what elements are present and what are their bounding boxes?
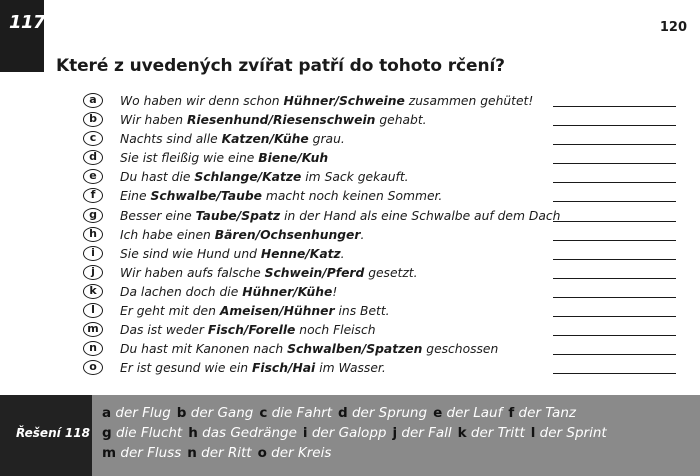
- item-sentence: [120, 188, 442, 204]
- answer-line[interactable]: [553, 240, 676, 241]
- answer-line[interactable]: [553, 182, 676, 183]
- solution-word: der Sprint: [535, 425, 607, 441]
- solution-word: der Sprung: [347, 405, 428, 421]
- item-letter: d: [83, 150, 103, 165]
- sentence-text: grau.: [308, 132, 345, 147]
- item-sentence: [120, 322, 376, 338]
- sentence-text: Er ist gesund wie ein: [120, 361, 252, 376]
- item-letter: o: [83, 360, 103, 375]
- sentence-text: gehabt.: [375, 113, 427, 128]
- item-letter: l: [83, 303, 103, 318]
- list-item: [83, 283, 683, 302]
- item-letter: j: [83, 265, 103, 280]
- solution-letter: o: [257, 445, 267, 461]
- solution-letter: n: [187, 445, 197, 461]
- animal-options: Hühner/Schweine: [283, 94, 405, 108]
- item-letter: c: [83, 131, 103, 146]
- animal-options: Schlange/Katze: [194, 170, 302, 185]
- answer-line[interactable]: [553, 125, 676, 126]
- animal-options: Fisch/Forelle: [207, 323, 296, 338]
- solution-line: [102, 405, 613, 425]
- solution-word: der Galopp: [307, 425, 387, 441]
- solution-letter: f: [508, 405, 515, 421]
- item-letter: e: [83, 169, 103, 184]
- sentence-text: im Wasser.: [315, 361, 386, 376]
- list-item: [83, 111, 683, 130]
- sentence-text: Wir haben aufs falsche: [120, 265, 265, 280]
- animal-options: Fisch/Hai: [252, 361, 316, 376]
- page-number: 117: [9, 12, 46, 33]
- exercise-list: [83, 92, 683, 378]
- solution-word: der Gang: [186, 405, 254, 421]
- list-item: [83, 245, 683, 264]
- solution-word: der Lauf: [442, 405, 503, 421]
- solution-letter: a: [102, 405, 112, 421]
- animal-options: Taube/Spatz: [195, 208, 281, 223]
- item-letter: n: [83, 341, 103, 356]
- list-item: [83, 92, 683, 111]
- animal-options: Henne/Katz: [260, 246, 341, 261]
- item-sentence: [120, 93, 533, 109]
- animal-options: Schwalbe/Taube: [150, 189, 262, 204]
- sentence-text: im Sack gekauft.: [301, 170, 409, 185]
- sentence-text: in der Hand als eine Schwalbe auf dem Dach: [280, 208, 561, 223]
- solution-word: der Ritt: [196, 445, 252, 461]
- sentence-text: .: [360, 227, 365, 242]
- item-sentence: [120, 150, 328, 166]
- solution-letter: c: [259, 405, 268, 421]
- animal-options: Riesenhund/Riesenschwein: [186, 113, 376, 128]
- solution-word: der Fall: [397, 425, 452, 441]
- sentence-text: macht noch keinen Sommer.: [262, 189, 443, 204]
- item-sentence: [120, 169, 409, 185]
- sentence-text: Sie ist fleißig wie eine: [120, 151, 259, 166]
- solution-letter: j: [392, 425, 398, 441]
- sentence-text: Das ist weder: [120, 323, 208, 338]
- answer-line[interactable]: [553, 201, 676, 202]
- solution-letter: g: [102, 425, 112, 441]
- animal-options: Schwalben/Spatzen: [287, 342, 423, 357]
- list-item: [83, 359, 683, 378]
- answer-line[interactable]: [553, 354, 676, 355]
- item-sentence: [120, 227, 364, 243]
- page-title: Které z uvedených zvířat patří do tohoto rčení?: [56, 56, 505, 76]
- sentence-text: Ich habe einen: [120, 227, 215, 242]
- puzzle-number: 120: [659, 20, 687, 35]
- solution-letter: i: [302, 425, 308, 441]
- solution-label-box: [0, 395, 92, 476]
- sentence-text: zusammen gehütet!: [404, 94, 534, 108]
- answer-line[interactable]: [553, 373, 676, 374]
- item-sentence: [120, 284, 337, 300]
- answer-line[interactable]: [553, 259, 676, 260]
- item-sentence: [120, 341, 498, 357]
- animal-options: Katzen/Kühe: [221, 132, 309, 147]
- list-item: [83, 130, 683, 149]
- item-letter: a: [83, 93, 103, 108]
- solution-lines: [102, 405, 613, 465]
- item-sentence: [120, 246, 345, 262]
- sentence-text: Wir haben: [120, 113, 187, 128]
- list-item: [83, 340, 683, 359]
- list-item: [83, 302, 683, 321]
- solution-letter: b: [176, 405, 187, 421]
- item-letter: g: [83, 208, 103, 223]
- sentence-text: geschossen: [422, 342, 499, 357]
- solution-letter: d: [338, 405, 348, 421]
- solution-word: der Tritt: [466, 425, 525, 441]
- solution-letter: m: [102, 445, 117, 461]
- list-item: [83, 226, 683, 245]
- solution-word: der Fluss: [116, 445, 182, 461]
- solution-line: [102, 445, 613, 465]
- item-letter: m: [83, 322, 103, 337]
- animal-options: Biene/Kuh: [258, 151, 329, 166]
- solution-label: Řešení 118: [16, 426, 90, 440]
- solution-line: [102, 425, 613, 445]
- list-item: [83, 321, 683, 340]
- sentence-text: gesetzt.: [364, 265, 418, 280]
- solution-letter: k: [457, 425, 467, 441]
- item-letter: k: [83, 284, 103, 299]
- sentence-text: ins Bett.: [334, 304, 390, 319]
- sentence-text: Sie sind wie Hund und: [120, 246, 261, 261]
- solution-word: der Tanz: [514, 405, 576, 421]
- sentence-text: Nachts sind alle: [120, 132, 222, 147]
- solution-word: das Gedränge: [197, 425, 297, 441]
- sentence-text: !: [332, 284, 338, 299]
- item-sentence: [120, 303, 390, 319]
- list-item: [83, 149, 683, 168]
- solution-letter: l: [530, 425, 536, 441]
- solution-word: die Flucht: [111, 425, 183, 441]
- answer-line[interactable]: [553, 316, 676, 317]
- sentence-text: Da lachen doch die: [120, 284, 243, 299]
- answer-line[interactable]: [553, 278, 676, 279]
- item-letter: i: [83, 246, 103, 261]
- sentence-text: Eine: [120, 189, 151, 204]
- solution-panel: [92, 395, 700, 476]
- solution-letter: h: [188, 425, 198, 441]
- item-sentence: [120, 208, 560, 224]
- sentence-text: .: [340, 246, 345, 261]
- solution-letter: e: [433, 405, 443, 421]
- item-sentence: [120, 131, 345, 147]
- answer-line[interactable]: [553, 163, 676, 164]
- sentence-text: Er geht mit den: [120, 304, 220, 319]
- list-item: [83, 168, 683, 187]
- animal-options: Hühner/Kühe: [242, 284, 333, 299]
- item-sentence: [120, 265, 418, 281]
- list-item: [83, 264, 683, 283]
- item-letter: h: [83, 227, 103, 242]
- item-letter: f: [83, 188, 103, 203]
- solution-word: die Fahrt: [267, 405, 332, 421]
- sentence-text: Besser eine: [120, 208, 196, 223]
- animal-options: Ameisen/Hühner: [219, 304, 335, 319]
- answer-line[interactable]: [553, 106, 676, 107]
- animal-options: Bären/Ochsenhunger: [214, 227, 361, 242]
- item-letter: b: [83, 112, 103, 127]
- item-sentence: [120, 112, 427, 128]
- answer-line[interactable]: [553, 144, 676, 145]
- solution-word: der Flug: [111, 405, 171, 421]
- sentence-text: noch Fleisch: [295, 323, 376, 338]
- list-item: [83, 187, 683, 206]
- list-item: [83, 207, 683, 226]
- answer-line[interactable]: [553, 335, 676, 336]
- sentence-text: Du hast mit Kanonen nach: [120, 342, 288, 357]
- page-number-box: [0, 0, 44, 72]
- sentence-text: Du hast die: [120, 170, 195, 185]
- solution-word: der Kreis: [266, 445, 332, 461]
- sentence-text: Wo haben wir denn schon: [120, 94, 284, 108]
- answer-line[interactable]: [553, 221, 676, 222]
- answer-line[interactable]: [553, 297, 676, 298]
- item-sentence: [120, 360, 386, 376]
- animal-options: Schwein/Pferd: [264, 265, 365, 280]
